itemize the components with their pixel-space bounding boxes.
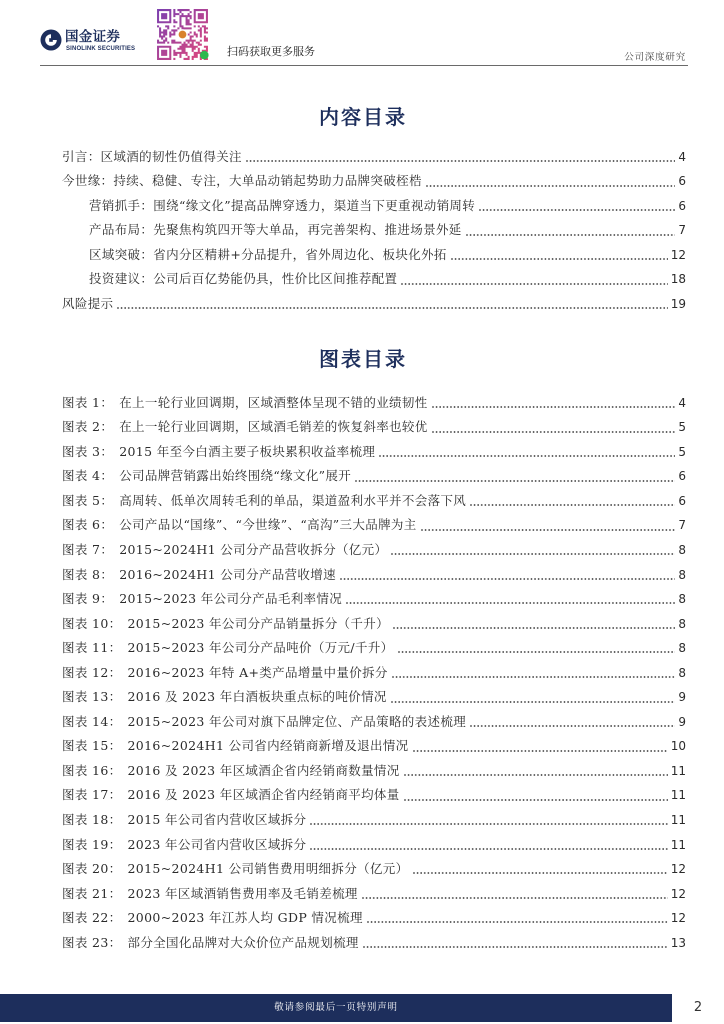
dot-leader	[404, 799, 668, 801]
toc-entry-page: 4	[678, 149, 686, 164]
figure-entry[interactable]	[62, 587, 686, 612]
dot-leader	[355, 480, 675, 482]
dot-leader	[401, 283, 667, 285]
qr-caption: 扫码获取更多服务	[227, 45, 315, 58]
figure-title: 高周转、低单次周转毛利的单品，渠道盈利水平并不会落下风	[119, 492, 467, 508]
figure-page: 5	[678, 420, 686, 435]
figure-title: 2016 及 2023 年区域酒企省内经销商数量情况	[127, 762, 400, 778]
figure-entry[interactable]	[62, 538, 686, 563]
figure-title: 公司产品以“国缘”、“今世缘”、“高沟”三大品牌为主	[119, 517, 417, 533]
figure-title: 2023 年公司省内营收区域拆分	[127, 836, 307, 852]
dot-leader	[346, 602, 675, 604]
figure-page: 10	[670, 739, 686, 754]
figure-entry[interactable]	[62, 857, 686, 882]
contents-title: 内容目录	[319, 105, 407, 129]
toc-subentry[interactable]	[62, 194, 686, 219]
figure-page: 11	[670, 788, 686, 803]
figure-label: 图表 23：	[62, 934, 122, 950]
figure-title: 2016~2024H1 公司省内经销商新增及退出情况	[127, 738, 409, 754]
figure-label: 图表 16：	[62, 762, 122, 778]
header-divider	[40, 65, 688, 66]
figure-entry[interactable]	[62, 661, 686, 686]
figure-entry[interactable]	[62, 685, 686, 710]
figure-entry[interactable]	[62, 489, 686, 514]
figure-label: 图表 15：	[62, 738, 122, 754]
toc-subentry-title: 营销抓手：围绕“缘文化”提高品牌穿透力，渠道当下更重视动销周转	[89, 197, 476, 213]
figure-entry[interactable]	[62, 391, 686, 416]
figure-label: 图表 1：	[62, 394, 114, 410]
figure-entry[interactable]	[62, 513, 686, 538]
figure-entry[interactable]	[62, 882, 686, 907]
figure-title: 2015~2023 年公司对旗下品牌定位、产品策略的表述梳理	[127, 713, 467, 729]
figure-page: 6	[678, 493, 686, 508]
figure-label: 图表 13：	[62, 689, 122, 705]
dot-leader	[310, 848, 667, 850]
figure-label: 图表 4：	[62, 468, 114, 484]
figure-label: 图表 18：	[62, 811, 122, 827]
figure-entry[interactable]	[62, 759, 686, 784]
figure-title: 部分全国化品牌对大众价位产品规划梳理	[127, 934, 359, 950]
figure-page: 11	[670, 812, 686, 827]
dot-leader	[426, 185, 676, 187]
figure-entry[interactable]	[62, 612, 686, 637]
qr-code	[155, 7, 210, 62]
dot-leader	[466, 234, 676, 236]
figure-title: 2015~2023 年公司分产品毛利率情况	[119, 591, 343, 607]
sinolink-logo-icon	[40, 29, 62, 51]
figure-label: 图表 20：	[62, 861, 122, 877]
dot-leader	[117, 307, 667, 309]
figure-label: 图表 11：	[62, 640, 122, 656]
figure-title: 2000~2023 年江苏人均 GDP 情况梳理	[127, 910, 363, 926]
dot-leader	[393, 627, 675, 629]
logo-inner-square	[49, 38, 53, 42]
figure-entry[interactable]	[62, 906, 686, 931]
figure-entry[interactable]	[62, 415, 686, 440]
figure-entry[interactable]	[62, 440, 686, 465]
company-name-cn: 国金证券	[65, 29, 121, 45]
figure-entry[interactable]	[62, 734, 686, 759]
figure-title: 2015~2023 年公司分产品销量拆分（千升）	[127, 615, 389, 631]
toc-subentry-title: 产品布局：先聚焦构筑四开等大单品，再完善架构、推进场景外延	[89, 222, 462, 238]
toc-entry-title: 今世缘：持续、稳健、专注，大单品动销起势助力品牌突破桎梏	[62, 173, 422, 189]
figure-label: 图表 3：	[62, 443, 114, 459]
figure-label: 图表 14：	[62, 713, 122, 729]
figure-page: 9	[678, 714, 686, 729]
toc-entry[interactable]	[62, 292, 686, 317]
dot-leader	[404, 774, 668, 776]
figure-title: 2023 年区域酒销售费用率及毛销差梳理	[127, 885, 358, 901]
figure-entry[interactable]	[62, 710, 686, 735]
figure-title: 2015~2024H1 公司销售费用明细拆分（亿元）	[127, 861, 409, 877]
dot-leader	[470, 504, 675, 506]
figure-page: 7	[678, 518, 686, 533]
toc-subentry[interactable]	[62, 267, 686, 292]
toc-subentry-page: 12	[670, 247, 686, 262]
figure-entry[interactable]	[62, 636, 686, 661]
figure-title: 2016 及 2023 年区域酒企省内经销商平均体量	[127, 787, 400, 803]
figure-entry[interactable]	[62, 783, 686, 808]
toc-subentry-page: 6	[678, 198, 686, 213]
figure-page: 4	[678, 395, 686, 410]
toc-entry[interactable]	[62, 145, 686, 170]
figure-label: 图表 2：	[62, 419, 114, 435]
report-type-label: 公司深度研究	[624, 52, 686, 63]
toc-subentry-page: 7	[678, 223, 686, 238]
figure-page: 8	[678, 616, 686, 631]
dot-leader	[367, 921, 668, 923]
dot-leader	[413, 750, 668, 752]
footer-disclaimer: 敬请参阅最后一页特别声明	[274, 1002, 398, 1013]
figure-page: 11	[670, 763, 686, 778]
toc-entry-title: 风险提示	[62, 295, 114, 311]
figure-page: 12	[670, 886, 686, 901]
figure-page: 12	[670, 862, 686, 877]
toc-entry-page: 6	[678, 174, 686, 189]
figure-page: 8	[678, 641, 686, 656]
qr-center-logo-icon	[179, 31, 187, 39]
dot-leader	[451, 258, 668, 260]
figures-list	[62, 391, 686, 956]
figure-title: 公司品牌营销露出始终围绕“缘文化”展开	[119, 468, 352, 484]
figure-title: 2015 年公司省内营收区域拆分	[127, 811, 307, 827]
dot-leader	[391, 701, 676, 703]
page-number: 2	[693, 1000, 703, 1015]
dot-leader	[340, 578, 675, 580]
figure-title: 在上一轮行业回调期，区域酒整体呈现不错的业绩韧性	[119, 394, 428, 410]
figure-label: 图表 10：	[62, 615, 122, 631]
toc-subentry[interactable]	[62, 243, 686, 268]
figure-page: 13	[670, 935, 686, 950]
figure-entry[interactable]	[62, 464, 686, 489]
figure-label: 图表 12：	[62, 664, 122, 680]
figure-label: 图表 9：	[62, 591, 114, 607]
dot-leader	[470, 725, 675, 727]
figure-entry[interactable]	[62, 808, 686, 833]
mini-program-badge-icon	[200, 51, 209, 60]
footer-band	[0, 994, 672, 1022]
dot-leader	[398, 651, 676, 653]
figure-title: 在上一轮行业回调期，区域酒毛销差的恢复斜率也较优	[119, 419, 428, 435]
figure-page: 9	[678, 690, 686, 705]
figure-page: 5	[678, 444, 686, 459]
dot-leader	[413, 872, 668, 874]
figure-page: 12	[670, 911, 686, 926]
figure-label: 图表 21：	[62, 885, 122, 901]
figure-label: 图表 17：	[62, 787, 122, 803]
dot-leader	[379, 455, 675, 457]
dot-leader	[432, 406, 676, 408]
figure-title: 2015~2023 年公司分产品吨价（万元/千升）	[127, 640, 394, 656]
figure-page: 8	[678, 567, 686, 582]
figure-page: 11	[670, 837, 686, 852]
figure-title: 2016~2024H1 公司分产品营收增速	[119, 566, 336, 582]
toc-entry[interactable]	[62, 169, 686, 194]
dot-leader	[432, 431, 676, 433]
dot-leader	[310, 823, 667, 825]
figure-label: 图表 22：	[62, 910, 122, 926]
dot-leader	[391, 553, 675, 555]
figures-title: 图表目录	[319, 347, 407, 371]
figure-title: 2016~2023 年特 A+类产品增量中量价拆分	[127, 664, 388, 680]
toc-entry-page: 19	[670, 296, 686, 311]
figure-page: 6	[678, 469, 686, 484]
toc-subentry-title: 投资建议：公司后百亿势能仍具，性价比区间推荐配置	[89, 271, 398, 287]
toc-entry-title: 引言：区域酒的韧性仍值得关注	[62, 148, 242, 164]
figure-label: 图表 6：	[62, 517, 114, 533]
figure-entry[interactable]	[62, 563, 686, 588]
toc-subentry-page: 18	[670, 272, 686, 287]
figure-entry[interactable]	[62, 833, 686, 858]
figure-title: 2016 及 2023 年白酒板块重点标的吨价情况	[127, 689, 387, 705]
figure-entry[interactable]	[62, 931, 686, 956]
figure-page: 8	[678, 542, 686, 557]
figure-page: 8	[678, 592, 686, 607]
toc-subentry[interactable]	[62, 218, 686, 243]
dot-leader	[246, 160, 675, 162]
contents-list	[62, 145, 686, 317]
toc-subentry-title: 区域突破：省内分区精耕+分品提升，省外周边化、板块化外拓	[89, 246, 447, 262]
figure-page: 8	[678, 665, 686, 680]
figure-title: 2015 年至今白酒主要子板块累积收益率梳理	[119, 443, 376, 459]
dot-leader	[421, 529, 676, 531]
figure-title: 2015~2024H1 公司分产品营收拆分（亿元）	[119, 541, 388, 557]
figure-label: 图表 5：	[62, 492, 114, 508]
dot-leader	[392, 676, 676, 678]
figure-label: 图表 19：	[62, 836, 122, 852]
dot-leader	[363, 946, 668, 948]
dot-leader	[479, 209, 675, 211]
dot-leader	[362, 897, 668, 899]
company-name-en: SINOLINK SECURITIES	[66, 46, 136, 52]
figure-label: 图表 7：	[62, 541, 114, 557]
figure-label: 图表 8：	[62, 566, 114, 582]
